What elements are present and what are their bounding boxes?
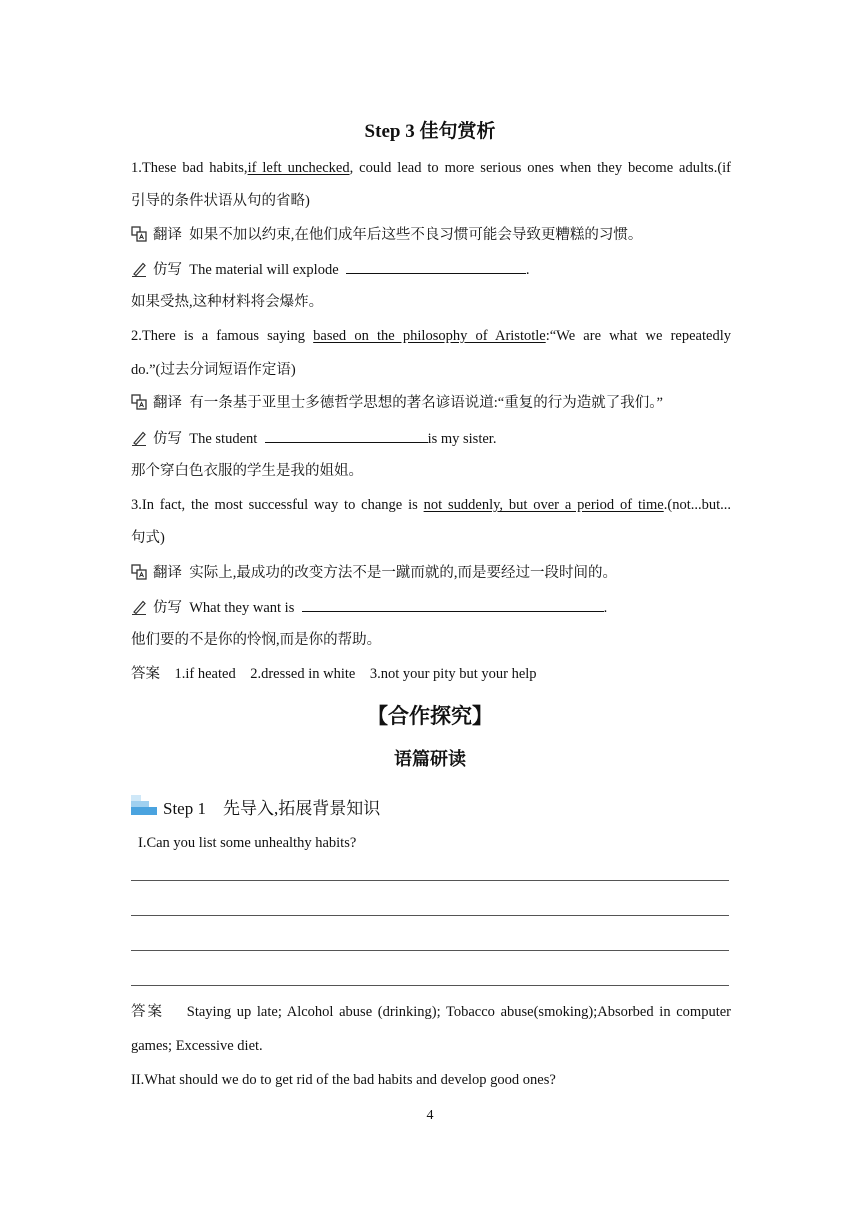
pen-icon [131, 261, 147, 277]
imitate-label: 仿写 [153, 600, 182, 616]
section-subtitle: 语篇研读 [394, 749, 466, 769]
answer-blank[interactable] [302, 597, 604, 612]
pen-icon [131, 430, 147, 446]
step-marker-icon [131, 795, 157, 815]
item3-underlined: not suddenly, but over a period of time [423, 497, 664, 513]
translation-text: 如果不加以约束,在他们成年后这些不良习惯可能会导致更糟糕的习惯。 [189, 227, 643, 243]
question-2: II.What should we do to get rid of the bad habits and develop good ones? [131, 1072, 556, 1088]
item1-imitation-chinese: 如果受热,这种材料将会爆炸。 [131, 294, 324, 310]
imitation-text-pre: The student [189, 431, 258, 447]
item2-imitation-chinese: 那个穿白色衣服的学生是我的姐姐。 [131, 463, 363, 479]
item2-text-pre: 2.There is a famous saying [131, 328, 314, 344]
imitate-label: 仿写 [153, 431, 182, 447]
item2-line1 [131, 326, 731, 346]
item3-imitation [131, 597, 731, 618]
section-title: 【合作探究】 [367, 704, 493, 728]
answer-label: 答案 [131, 666, 160, 682]
translate-icon [131, 226, 147, 242]
imitation-text-pre: What they want is [189, 600, 295, 616]
pen-icon [131, 599, 147, 615]
step1-answer-line1 [131, 1002, 731, 1022]
item3-line1 [131, 495, 731, 515]
translate-icon [131, 394, 147, 410]
imitation-text-post: . [525, 262, 530, 278]
item3-line2: 句式) [131, 530, 165, 546]
answer-text: Staying up late; Alcohol abuse (drinking); Tobacco abuse(smoking);Absorbed in computer [186, 1004, 731, 1020]
translate-icon [131, 564, 147, 580]
translate-label: 翻译 [153, 227, 182, 243]
translation-text: 有一条基于亚里士多德哲学思想的著名谚语说道:“重复的行为造就了我们。” [189, 395, 663, 411]
item3-text-pre: 3.In fact, the most successful way to change is [131, 497, 424, 513]
answer-label: 答案 [131, 1004, 165, 1020]
answer-blank[interactable] [265, 428, 428, 443]
item3-text-post: .(not...but... [663, 497, 731, 513]
item2-line2: do.”(过去分词短语作定语) [131, 362, 296, 378]
imitation-text-pre: The material will explode [189, 262, 339, 278]
item2-translation [131, 393, 731, 413]
item3-translation [131, 563, 731, 583]
item1-imitation [131, 259, 731, 280]
imitation-text-post: . [603, 600, 608, 616]
page-number: 4 [426, 1108, 434, 1123]
translate-label: 翻译 [153, 565, 182, 581]
answer-blank[interactable] [346, 259, 526, 274]
imitation-text-post: is my sister. [427, 431, 497, 447]
item1-text-pre: 1.These bad habits, [131, 160, 248, 176]
question-1: I.Can you list some unhealthy habits? [138, 835, 357, 851]
step1-answer-line2: games; Excessive diet. [131, 1038, 263, 1054]
item3-imitation-chinese: 他们要的不是你的怜悯,而是你的帮助。 [131, 632, 382, 648]
step1-title: Step 1 先导入,拓展背景知识 [163, 799, 381, 818]
item1-underlined: if left unchecked [247, 160, 350, 176]
step1-heading [131, 793, 731, 817]
item1-translation [131, 225, 731, 245]
writing-line[interactable] [131, 950, 729, 951]
step3-answers [131, 664, 731, 684]
item2-underlined: based on the philosophy of Aristotle [313, 328, 546, 344]
item1-line1 [131, 158, 731, 178]
answer-3: 3.not your pity but your help [369, 666, 537, 682]
answer-1: 1.if heated [174, 666, 236, 682]
imitate-label: 仿写 [153, 262, 182, 278]
writing-line[interactable] [131, 880, 729, 881]
translate-label: 翻译 [153, 395, 182, 411]
writing-line[interactable] [131, 915, 729, 916]
item2-imitation [131, 428, 731, 449]
step3-title: Step 3 佳句赏析 [364, 121, 496, 142]
answer-2: 2.dressed in white [250, 666, 356, 682]
writing-line[interactable] [131, 985, 729, 986]
item1-text-post: , could lead to more serious ones when they become adults.(if [349, 160, 732, 176]
item2-text-post: :“We are what we repeatedly [545, 328, 731, 344]
translation-text: 实际上,最成功的改变方法不是一蹴而就的,而是要经过一段时间的。 [189, 565, 617, 581]
item1-line2: 引导的条件状语从句的省略) [131, 193, 310, 209]
